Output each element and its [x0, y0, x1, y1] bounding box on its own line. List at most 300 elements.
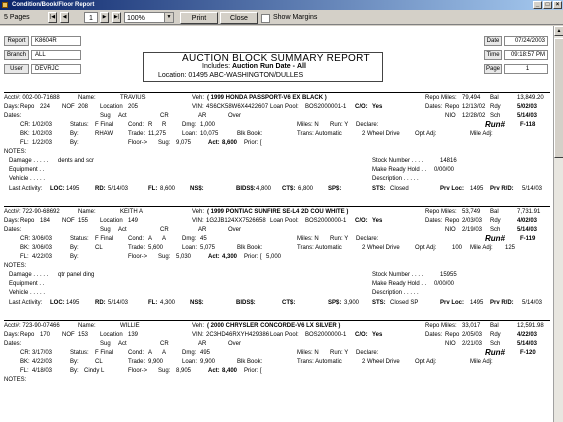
notes-label: NOTES:	[4, 263, 27, 269]
loan-pool-label: Loan Pool:	[270, 218, 299, 224]
bk-date-value: 3/06/03	[32, 245, 53, 251]
status-label: Status:	[70, 350, 89, 356]
sts-label: STS:	[372, 186, 386, 192]
record-separator	[4, 320, 550, 321]
floor-label: Floor->	[128, 368, 148, 374]
mile-adj-label: Mile Adj:	[470, 359, 493, 365]
bal-value: 13,849.20	[517, 95, 544, 101]
loc-value: 1495	[66, 300, 80, 306]
name-value: WILLIE	[120, 323, 140, 329]
act-header: Act	[118, 341, 127, 347]
dates-label-right: Dates:	[425, 218, 443, 224]
fl-value: 8,600	[160, 186, 176, 192]
over-header: Over	[228, 227, 242, 233]
blk-book-label: Blk Book:	[237, 245, 263, 251]
bal-label: Bal	[490, 323, 499, 329]
nof-label: NOF	[62, 104, 75, 110]
sp-value: 3,900	[344, 300, 360, 306]
act2-value: 4,300	[222, 254, 238, 260]
loan-value: 10,075	[200, 131, 219, 137]
sug2-label: Sug:	[158, 254, 171, 260]
close-button[interactable]: Close	[220, 12, 258, 24]
bk-date-label: BK:	[20, 131, 30, 137]
location-days: 205	[128, 104, 139, 110]
veh-value: ( 2000 CHRYSLER CONCORDE-V6 LX SILVER )	[207, 323, 341, 329]
repo-label: Repo	[20, 332, 35, 338]
cr-date-value: 3/17/03	[32, 350, 53, 356]
sch-value: 5/14/03	[517, 341, 538, 347]
branch-value: ALL	[31, 50, 81, 60]
blk-book-label: Blk Book:	[237, 131, 263, 137]
scroll-up-icon[interactable]: ▲	[554, 26, 563, 36]
sch-label: Sch	[490, 227, 501, 233]
sug-header: Sug	[100, 113, 111, 119]
by-value: CL	[95, 359, 103, 365]
rd-value: 5/14/03	[108, 186, 129, 192]
opt-adj-label: Opt Adj:	[415, 359, 437, 365]
co-value: Yes	[372, 104, 383, 110]
opt-adj-label: Opt Adj:	[415, 245, 437, 251]
page-label: Page	[485, 66, 500, 72]
bk-date-value: 1/02/03	[32, 131, 53, 137]
rd-label: RD:	[95, 300, 106, 306]
status-value: F Final	[95, 236, 114, 242]
run-y: Run: Y	[330, 350, 349, 356]
first-page-icon[interactable]: |◀	[48, 12, 57, 23]
co-value: Yes	[372, 332, 383, 338]
record-separator	[4, 206, 550, 207]
bids-label: BIDS$:	[236, 186, 256, 192]
stock-label: Stock Number . . . .	[372, 272, 424, 278]
prior-label: Prior: [	[244, 368, 262, 374]
stock-label: Stock Number . . . .	[372, 158, 424, 164]
rdy-label: Rdy	[490, 104, 501, 110]
nof-label: NOF	[62, 332, 75, 338]
prv-rd-label: Prv R/D:	[490, 186, 514, 192]
status-label: Status:	[70, 122, 89, 128]
dates-label: Dates:	[4, 341, 22, 347]
app-icon	[2, 2, 8, 8]
last-page-icon[interactable]: ▶|	[112, 12, 121, 23]
rdy-value: 4/22/03	[517, 332, 538, 338]
cond-label: Cond:	[128, 350, 145, 356]
rdy-label: Rdy	[490, 218, 501, 224]
nio-label: NIO	[445, 227, 456, 233]
name-label: Name:	[78, 323, 96, 329]
dates-label: Dates:	[4, 227, 22, 233]
dmg-label: Dmg:	[182, 350, 197, 356]
user-label: User	[4, 64, 29, 74]
rd-value: 5/14/03	[108, 300, 129, 306]
run-number-label: Run#	[485, 120, 505, 129]
blk-book-label: Blk Book:	[237, 359, 263, 365]
minimize-button[interactable]: _	[533, 1, 542, 9]
close-window-button[interactable]: ×	[553, 1, 562, 9]
mile-adj-value: 125	[505, 245, 516, 251]
veh-label: Veh:	[192, 95, 205, 101]
repo-date-value: 2/03/03	[462, 218, 483, 224]
includes-line	[202, 63, 306, 70]
rdy-value: 5/02/03	[517, 104, 538, 110]
location-days: 149	[128, 218, 139, 224]
run-number-label: Run#	[485, 348, 505, 357]
maximize-button[interactable]: □	[543, 1, 552, 9]
by2-label: By:	[70, 254, 79, 260]
nio-value: 2/19/03	[462, 227, 483, 233]
nof-days: 155	[78, 218, 89, 224]
repo-label: Repo	[20, 218, 35, 224]
damage-label: Damage . . . . .	[9, 272, 49, 278]
fl-date-label: FL:	[20, 140, 29, 146]
co-value: Yes	[372, 218, 383, 224]
cond-sug: A	[148, 350, 153, 356]
status-label: Status:	[70, 236, 89, 242]
trade-label: Trade:	[128, 359, 146, 365]
loan-label: Loan:	[182, 245, 198, 251]
co-label: C/O:	[355, 104, 368, 110]
dmg-label: Dmg:	[182, 236, 197, 242]
location-label: Location	[100, 332, 123, 338]
location-days: 139	[128, 332, 139, 338]
chevron-down-icon[interactable]: ▼	[164, 13, 173, 22]
loan-pool-value: BOS2000000-1	[305, 332, 347, 338]
by-label: By:	[70, 245, 79, 251]
vin-label: VIN:	[192, 218, 204, 224]
vin-value: 1G2JB124XX7526658	[206, 218, 266, 224]
act2-label: Act:	[208, 254, 220, 260]
run-number-label: Run#	[485, 234, 505, 243]
repo-date-label: Repo	[445, 104, 460, 110]
repo-days: 170	[40, 332, 51, 338]
nof-label: NOF	[62, 218, 75, 224]
sts-label: STS:	[372, 300, 386, 306]
over-header: Over	[228, 113, 242, 119]
cr-header: CR	[160, 227, 169, 233]
sp-label: SP$:	[328, 300, 342, 306]
by-value: CL	[95, 245, 103, 251]
cr-header: CR	[160, 113, 169, 119]
sug2-value: 9,075	[176, 140, 192, 146]
bk-date-value: 4/22/03	[32, 359, 53, 365]
prv-loc-value: 1495	[470, 300, 484, 306]
vin-value: 4S6CK58W6X4422607	[206, 104, 269, 110]
notes-label: NOTES:	[4, 377, 27, 383]
sts-value: Closed	[390, 186, 409, 192]
cr-header: CR	[160, 341, 169, 347]
vehicle-label: Vehicle . . . . .	[9, 176, 46, 182]
cond-label: Cond:	[128, 236, 145, 242]
sts-value: Closed SP	[390, 300, 419, 306]
make-ready-label: Make Ready Hold . .	[372, 167, 427, 173]
nof-days: 208	[78, 104, 89, 110]
prior-value: 5,000	[266, 254, 282, 260]
cond-act: A	[162, 236, 167, 242]
includes-label: Includes:	[202, 63, 231, 70]
ct-label: CT$:	[282, 186, 296, 192]
repo-miles-label: Repo Miles:	[425, 323, 457, 329]
bk-date-label: BK:	[20, 245, 30, 251]
rd-label: RD:	[95, 186, 106, 192]
loan-pool-label: Loan Pool:	[270, 104, 299, 110]
co-label: C/O:	[355, 332, 368, 338]
make-ready-value: 0/00/00	[434, 281, 455, 287]
scroll-thumb[interactable]	[554, 38, 563, 158]
ar-header: AR	[198, 113, 207, 119]
repo-miles-label: Repo Miles:	[425, 209, 457, 215]
vin-label: VIN:	[192, 332, 204, 338]
equipment-label: Equipment . .	[9, 281, 45, 287]
by-label: By:	[70, 359, 79, 365]
miles-n: Miles: N	[297, 122, 319, 128]
rdy-label: Rdy	[490, 332, 501, 338]
show-margins-checkbox[interactable]	[261, 14, 270, 23]
cr-date-label: CR:	[20, 236, 31, 242]
sug2-label: Sug:	[158, 140, 171, 146]
run-date-label: Auction Run Date	[231, 63, 291, 70]
repo-label: Repo	[20, 104, 35, 110]
make-ready-value: 0/00/00	[434, 167, 455, 173]
fl-label: FL:	[148, 186, 158, 192]
vin-value: 2C3HD46RXYH429386	[206, 332, 270, 338]
fl-date-value: 4/18/03	[32, 368, 53, 374]
loan-pool-value: BOS2000001-1	[305, 104, 347, 110]
repo-date-value: 2/05/03	[462, 332, 483, 338]
sch-value: 5/14/03	[517, 113, 538, 119]
fl-label: FL:	[148, 300, 158, 306]
act-header: Act	[118, 113, 127, 119]
bal-label: Bal	[490, 95, 499, 101]
report-page	[0, 26, 553, 422]
zoom-value: 100%	[127, 15, 145, 22]
sug2-value: 8,905	[176, 368, 192, 374]
days-label: Days:	[4, 218, 20, 224]
loan-pool-value: BOS2000000-1	[305, 218, 347, 224]
record-separator	[4, 92, 550, 93]
ar-header: AR	[198, 341, 207, 347]
window-controls	[533, 1, 562, 9]
by2-label: By:	[70, 368, 79, 374]
loan-pool-label: Loan Pool:	[270, 332, 299, 338]
bal-label: Bal	[490, 209, 499, 215]
last-activity-label: Last Activity:	[9, 300, 43, 306]
acct-label: Acct#: 722-90-68692	[4, 209, 60, 215]
run-y: Run: Y	[330, 122, 349, 128]
declare-label: Declare:	[356, 122, 379, 128]
dmg-value: 45	[200, 236, 207, 242]
cond-label: Cond:	[128, 122, 145, 128]
veh-label: Veh:	[192, 323, 205, 329]
name-value: TRAVIUS	[120, 95, 146, 101]
window-titlebar	[0, 0, 563, 10]
fl-date-label: FL:	[20, 368, 29, 374]
loan-value: 9,900	[200, 359, 216, 365]
includes-sep: -	[292, 63, 296, 70]
veh-value: ( 1999 PONTIAC SUNFIRE SE-L4 2D COU WHITE )	[207, 209, 349, 215]
prv-loc-label: Prv Loc:	[440, 300, 465, 306]
nio-value: 12/28/02	[462, 113, 486, 119]
trans-value: Trans: Automatic	[297, 131, 342, 137]
nof-days: 153	[78, 332, 89, 338]
zoom-select[interactable]	[124, 12, 174, 23]
ar-header: AR	[198, 227, 207, 233]
dmg-label: Dmg:	[182, 122, 197, 128]
vin-label: VIN:	[192, 104, 204, 110]
co-label: C/O:	[355, 218, 368, 224]
prv-loc-value: 1495	[470, 186, 484, 192]
fl-value: 4,300	[160, 300, 176, 306]
dates-label-right: Dates:	[425, 332, 443, 338]
miles-n: Miles: N	[297, 236, 319, 242]
repo-date-label: Repo	[445, 332, 460, 338]
page-count: 5 Pages	[4, 14, 30, 21]
nio-label: NIO	[445, 341, 456, 347]
report-toolbar	[0, 11, 563, 25]
time-value: 09:18:57 PM	[504, 50, 548, 60]
page-number-input[interactable]: 1	[84, 12, 98, 23]
repo-miles-value: 79,494	[462, 95, 481, 101]
act-header: Act	[118, 227, 127, 233]
sch-label: Sch	[490, 113, 501, 119]
prv-rd-value: 5/14/03	[522, 300, 543, 306]
prv-loc-label: Prv Loc:	[440, 186, 465, 192]
prior-label: Prior: [	[244, 254, 262, 260]
cr-date-value: 1/02/03	[32, 122, 53, 128]
sug2-label: Sug:	[158, 368, 171, 374]
trans-value: Trans: Automatic	[297, 245, 342, 251]
bk-date-label: BK:	[20, 359, 30, 365]
opt-adj-label: Opt Adj:	[415, 131, 437, 137]
trade-value: 9,900	[148, 359, 164, 365]
damage-value: dents and scr	[58, 158, 95, 164]
cr-date-value: 3/06/03	[32, 236, 53, 242]
bal-value: 7,731.91	[517, 209, 541, 215]
act2-label: Act:	[208, 368, 220, 374]
status-value: F Final	[95, 122, 114, 128]
damage-value: qtr panel ding	[58, 272, 95, 278]
by2-label: By:	[70, 140, 79, 146]
prior-label: Prior: [	[244, 140, 262, 146]
cond-act: A	[162, 350, 167, 356]
dmg-value: 1,000	[200, 122, 216, 128]
veh-value: ( 1999 HONDA PASSPORT-V6 EX BLACK )	[207, 95, 327, 101]
by-label: By:	[70, 131, 79, 137]
run-number-value: F-119	[520, 236, 536, 242]
report-value: K8604R	[31, 36, 81, 46]
location-label: Location	[100, 104, 123, 110]
by2-value: Cindy L	[84, 368, 105, 374]
loan-value: 5,075	[200, 245, 216, 251]
act2-label: Act:	[208, 140, 220, 146]
trade-value: 5,600	[148, 245, 164, 251]
report-label: Report	[4, 36, 29, 46]
dates-label-right: Dates:	[425, 104, 443, 110]
over-header: Over	[228, 341, 242, 347]
fl-date-value: 4/22/03	[32, 254, 53, 260]
declare-label: Declare:	[356, 350, 379, 356]
dmg-value: 495	[200, 350, 211, 356]
cond-sug: R	[148, 122, 153, 128]
rdy-value: 4/02/03	[517, 218, 538, 224]
cond-act: R	[162, 122, 167, 128]
fl-date-value: 1/22/03	[32, 140, 53, 146]
bids-label: BIDS$:	[236, 300, 256, 306]
time-label: Time	[484, 50, 502, 60]
last-activity-label: Last Activity:	[9, 186, 43, 192]
prv-rd-value: 5/14/03	[522, 186, 543, 192]
loc-label: LOC:	[50, 300, 65, 306]
acct-label: Acct#: 723-90-07466	[4, 323, 60, 329]
name-label: Name:	[78, 95, 96, 101]
cr-date-label: CR:	[20, 350, 31, 356]
sch-label: Sch	[490, 341, 501, 347]
stock-value: 15955	[440, 272, 457, 278]
ct-value: 6,800	[298, 186, 314, 192]
description-label: Description . . . . .	[372, 176, 419, 182]
branch-label: Branch	[4, 50, 29, 60]
status-value: F Final	[95, 350, 114, 356]
make-ready-label: Make Ready Hold . .	[372, 281, 427, 287]
description-label: Description . . . . .	[372, 290, 419, 296]
veh-label: Veh:	[192, 209, 205, 215]
name-value: KEITH A	[120, 209, 144, 215]
dates-label: Dates:	[4, 113, 22, 119]
window-title: Condition/Book/Floor Report	[12, 2, 95, 8]
date-label: Date	[484, 36, 502, 46]
date-value: 07/24/2003	[504, 36, 548, 46]
floor-label: Floor->	[128, 140, 148, 146]
repo-days: 224	[40, 104, 51, 110]
nio-value: 2/21/03	[462, 341, 483, 347]
run-y: Run: Y	[330, 236, 349, 242]
run-number-value: F-120	[520, 350, 536, 356]
drive-value: 2 Wheel Drive	[362, 245, 400, 251]
includes-all: All	[296, 63, 306, 70]
prev-page-icon[interactable]: ◀	[60, 12, 69, 23]
print-button[interactable]: Print	[180, 12, 218, 24]
drive-value: 2 Wheel Drive	[362, 131, 400, 137]
miles-n: Miles: N	[297, 350, 319, 356]
vertical-scrollbar[interactable]	[553, 26, 563, 422]
loan-label: Loan:	[182, 359, 198, 365]
repo-miles-value: 53,749	[462, 209, 481, 215]
loc-value: 1495	[66, 186, 80, 192]
trade-label: Trade:	[128, 245, 146, 251]
cr-date-label: CR:	[20, 122, 31, 128]
floor-label: Floor->	[128, 254, 148, 260]
prv-rd-label: Prv R/D:	[490, 300, 514, 306]
ns-label: NS$:	[190, 186, 204, 192]
repo-miles-value: 33,017	[462, 323, 481, 329]
user-value: DEVRJC	[31, 64, 81, 74]
next-page-icon[interactable]: ▶	[100, 12, 109, 23]
vehicle-label: Vehicle . . . . .	[9, 290, 46, 296]
notes-label: NOTES:	[4, 149, 27, 155]
opt-adj-value: 100	[452, 245, 463, 251]
mile-adj-label: Mile Adj:	[470, 245, 493, 251]
repo-date-value: 12/13/02	[462, 104, 486, 110]
act2-value: 8,400	[222, 368, 238, 374]
loan-label: Loan:	[182, 131, 198, 137]
sug-header: Sug	[100, 227, 111, 233]
repo-days: 184	[40, 218, 51, 224]
ct-label: CT$:	[282, 300, 296, 306]
nio-label: NIO	[445, 113, 456, 119]
page-value: 1	[504, 64, 548, 74]
loc-label: LOC:	[50, 186, 65, 192]
bal-value: 12,591.98	[517, 323, 544, 329]
show-margins-label: Show Margins	[273, 14, 318, 21]
days-label: Days:	[4, 332, 20, 338]
